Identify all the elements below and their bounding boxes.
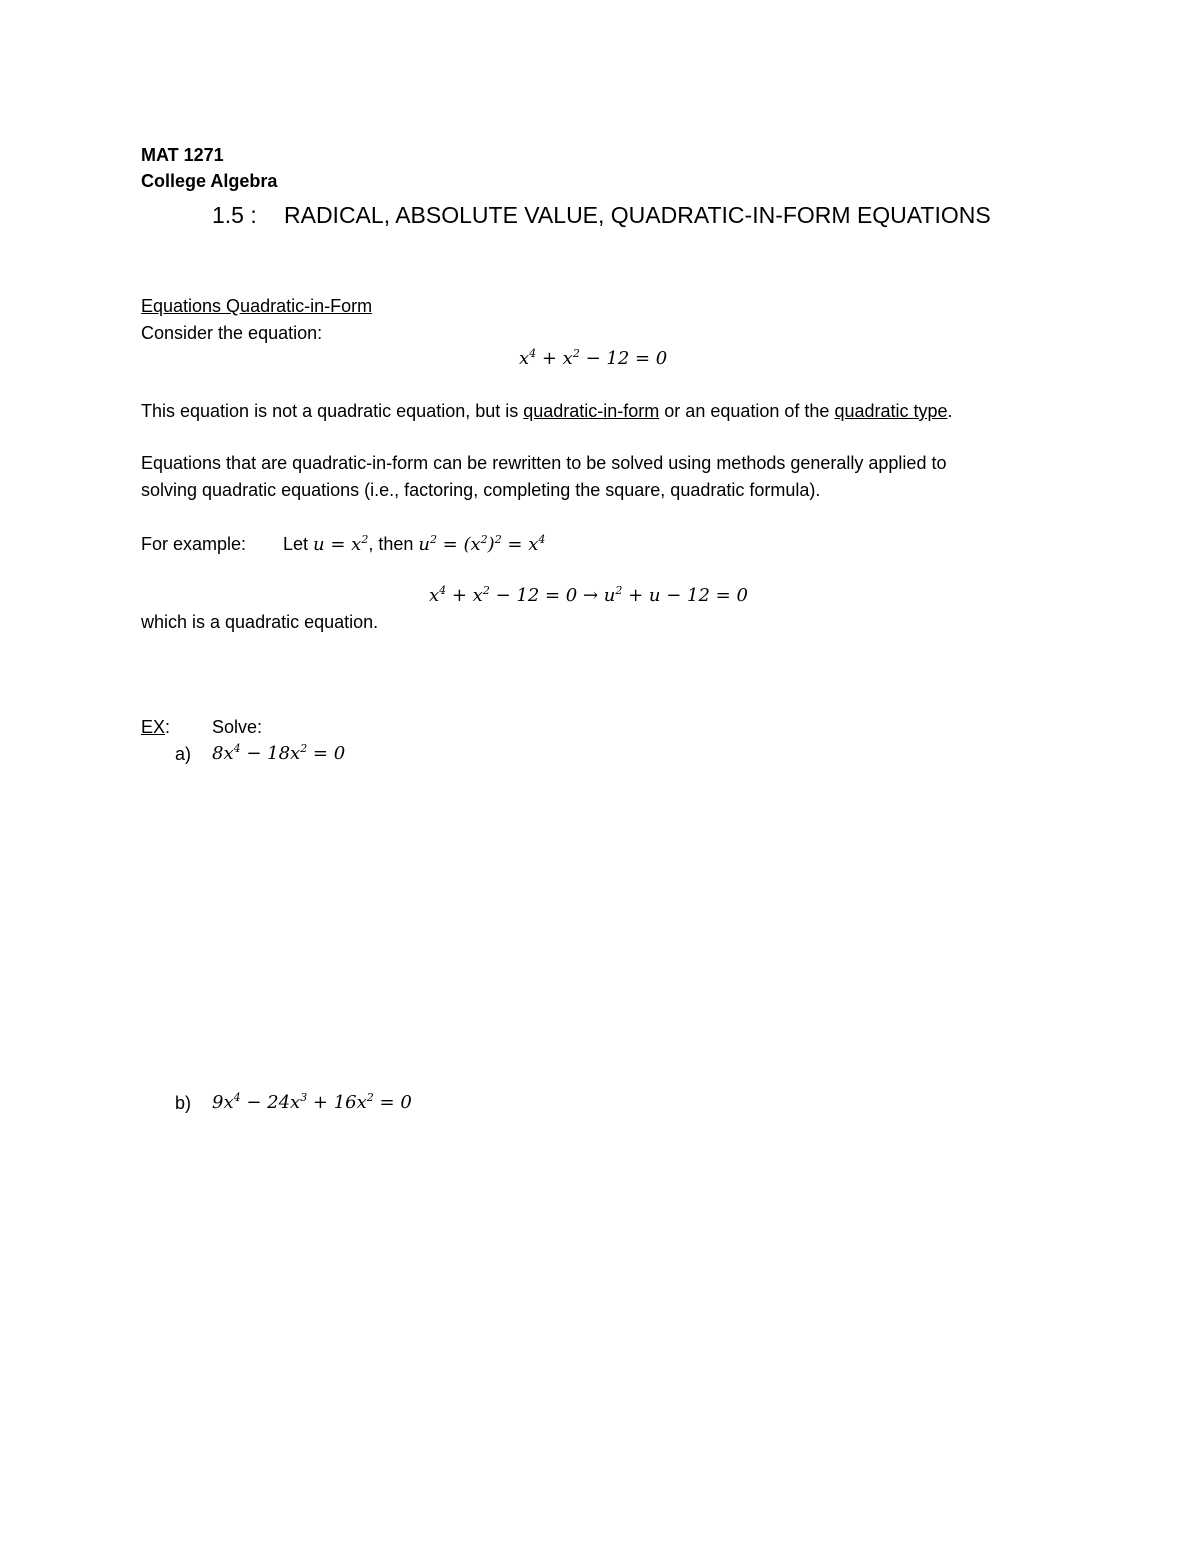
term-quadratic-type: quadratic type	[834, 401, 948, 421]
page-title: RADICAL, ABSOLUTE VALUE, QUADRATIC-IN-FORM EQUATIONS	[284, 202, 991, 228]
paragraph-2-line-1: Equations that are quadratic-in-form can be rewritten to be solved using methods generally applied to	[141, 453, 947, 473]
paragraph-1: This equation is not a quadratic equation, but is quadratic-in-form or an equation of the quadratic type.	[141, 401, 953, 421]
which-text: which is a quadratic equation.	[141, 612, 379, 632]
problem-b-equation: $9x^4 - 24x^3 + 16x^2 = 0$	[212, 1091, 412, 1113]
course-name: College Algebra	[141, 171, 278, 191]
term-quadratic-in-form: quadratic-in-form	[523, 401, 660, 421]
equation-2: $x^4 + x^2 - 12 = 0 \to u^2 + u - 12 = 0$	[429, 584, 748, 606]
substitution-line: Let $u = x^2$, then $u^2 = (x^2)^2 = x^4$	[283, 533, 546, 555]
ex-label: EX:	[141, 717, 171, 737]
section-number: 1.5 :	[212, 202, 257, 228]
problem-b-label: b)	[175, 1093, 192, 1113]
example-label: For example:	[141, 534, 247, 554]
problem-a-label: a)	[175, 744, 192, 764]
problem-a-equation: $8x^4 - 18x^2 = 0$	[212, 742, 346, 764]
course-code: MAT 1271	[141, 145, 224, 165]
solve-label: Solve:	[212, 717, 263, 737]
equation-1: $x^4 + x^2 - 12 = 0$	[519, 347, 668, 369]
paragraph-2-line-2: solving quadratic equations (i.e., factoring, completing the square, quadratic formula).	[141, 480, 821, 500]
section-heading: Equations Quadratic-in-Form	[141, 296, 373, 316]
consider-text: Consider the equation:	[141, 323, 323, 343]
